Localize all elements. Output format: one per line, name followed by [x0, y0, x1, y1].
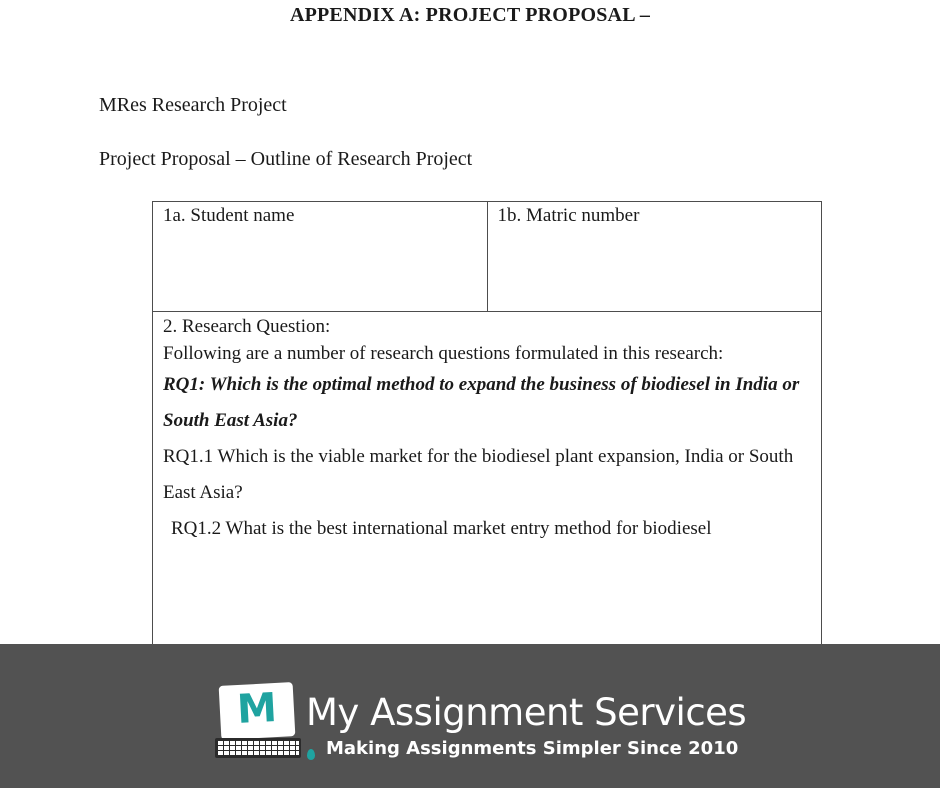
proposal-outline-line: Project Proposal – Outline of Research Project [99, 148, 473, 170]
logo-badge [219, 682, 296, 740]
brand-tagline: Making Assignments Simpler Since 2010 [326, 738, 739, 759]
rq1-text: RQ1: Which is the optimal method to expand the business of biodiesel in India or South East Asia? [163, 374, 800, 431]
rq1-2-text: RQ1.2 What is the best international market entry method for biodiesel [171, 518, 712, 539]
logo-m-icon: M [235, 684, 278, 734]
matric-number-cell: 1b. Matric number [487, 202, 822, 311]
research-question-intro: Following are a number of research questions formulated in this research: [163, 343, 724, 364]
keyboard-icon [215, 738, 301, 758]
student-name-cell: 1a. Student name [163, 205, 295, 226]
student-info-row [153, 202, 821, 312]
project-type-line: MRes Research Project [99, 94, 287, 116]
brand-banner [0, 644, 940, 788]
research-question-heading: 2. Research Question: [163, 316, 331, 337]
drop-icon [307, 749, 315, 760]
rq1-1-text: RQ1.1 Which is the viable market for the biodiesel plant expansion, India or South East Asia? [163, 446, 794, 503]
research-question-cell [153, 312, 821, 547]
brand-name: My Assignment Services [306, 691, 747, 734]
proposal-form-table [152, 201, 822, 661]
document-title: APPENDIX A: PROJECT PROPOSAL – [289, 4, 651, 26]
